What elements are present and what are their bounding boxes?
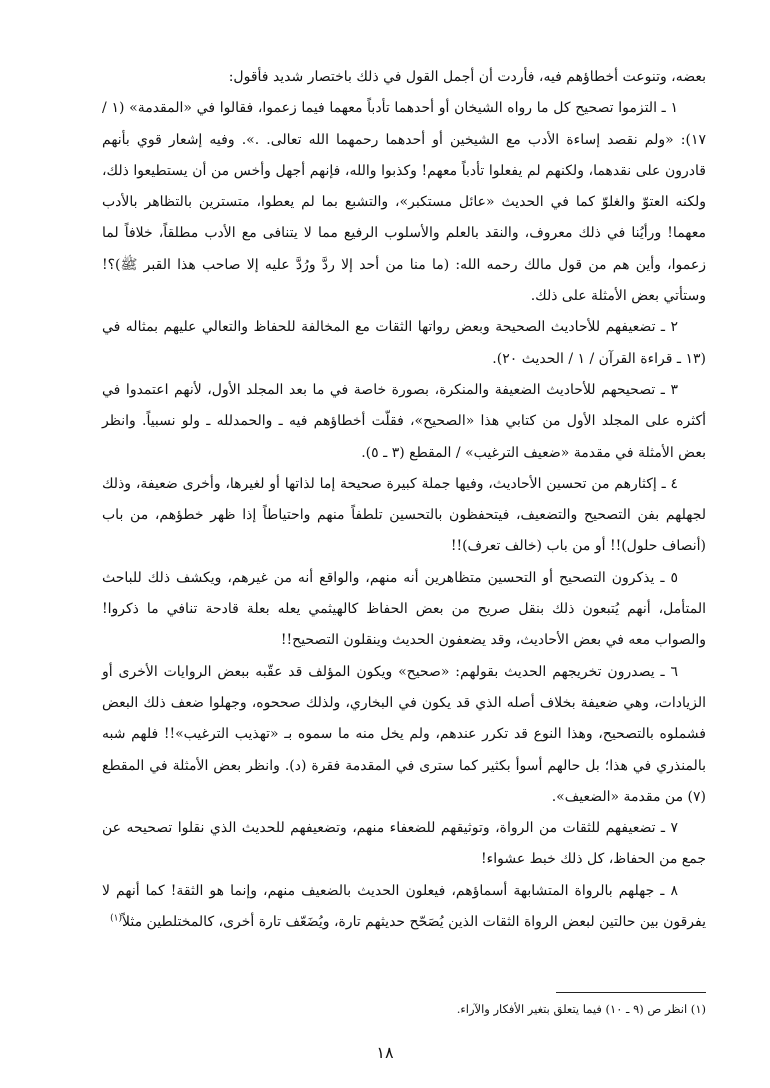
footnote: (١) انظر ص (٩ ـ ١٠) فيما يتعلق بتغير الأفكار والآراء. bbox=[456, 1002, 706, 1016]
point-4-paragraph: ٤ ـ إكثارهم من تحسين الأحاديث، وفيها جملة كبيرة صحيحة إما لذاتها أو لغيرها، وأخرى ضعيفة، وذلك لجهلهم بفن التصحيح والتضعيف، فيتحفظون بالتحسين تلطفاً منهم واحتياطاً إذا ظهر خطؤهم، من باب (أنصاف حلول)!! أو من باب (خالف تعرف)!! bbox=[102, 475, 706, 555]
point-1-paragraph: ١ ـ التزموا تصحيح كل ما رواه الشيخان أو أحدهما تأدباً معهما فيما زعموا، فقالوا في «المقدمة» (١ / ١٧): «ولم نقصد إساءة الأدب مع الشيخين أو أحدهما رحمهما الله تعالى. .». وفيه إشعار قوي بأنهم قادرون على نقدهما، ولكنهم لم يفعلوا تأدباً معهم! وكذبوا والله، فإنهم أجهل وأخس من أن يستطيعوا ذلك، ولكنه العتوّ والغلوّ كما في الحديث «عائل مستكبر»، والتشبع بما لم يعطوا، متسترين بالتظاهر بالأدب معهما! ورأيُنا في ذلك معروف، والنقد بالعلم والأسلوب الرفيع مما لا يتنافى مع الأدب مطلقاً، خلافاً لما زعموا، وأين هم من قول مالك رحمه الله: (ما منا من أحد إلا ردَّ ورُدَّ عليه إلا صاحب هذا القبر ﷺ)؟! وستأتي بعض الأمثلة على ذلك. bbox=[102, 100, 706, 305]
intro-paragraph: بعضه، وتنوعت أخطاؤهم فيه، فأردت أن أجمل القول في ذلك باختصار شديد فأقول: bbox=[228, 69, 706, 85]
point-8-paragraph bbox=[102, 876, 706, 939]
footnote-divider bbox=[556, 992, 706, 993]
point-6-paragraph: ٦ ـ يصدرون تخريجهم الحديث بقولهم: «صحيح» ويكون المؤلف قد عقّبه ببعض الروايات الأخرى أو الزيادات، وهي ضعيفة بخلاف أصله الذي قد يكون في البخاري، ولذلك صححوه، وجهلوا ضعف ذلك البعض فشملوه بالتصحيح، وهذا النوع قد تكرر عندهم، ولم يخل منه ما سموه بـ «تهذيب الترغيب»!! فلهم شبه بالمنذري في هذا؛ بل حالهم أسوأ بكثير كما سترى في المقدمة فقرة (د). وانظر بعض الأمثلة في المقطع (٧) من مقدمة «الضعيف». bbox=[102, 663, 706, 805]
body-text bbox=[102, 62, 706, 938]
footnote-reference[interactable]: (١) bbox=[110, 913, 123, 924]
point-3-paragraph: ٣ ـ تصحيحهم للأحاديث الضعيفة والمنكرة، بصورة خاصة في ما بعد المجلد الأول، لأنهم اعتمدوا في أكثره على المجلد الأول من كتابي هذا «الصحيح»، فقلّت أخطاؤهم فيه ـ والحمدلله ـ ولو نسبياً. وانظر بعض الأمثلة في مقدمة «ضعيف الترغيب» / المقطع (٣ ـ ٥). bbox=[102, 381, 706, 461]
point-7-paragraph: ٧ ـ تضعيفهم للثقات من الرواة، وتوثيقهم للضعفاء منهم، وتضعيفهم للحديث الذي نقلوا تصحيحه عن جمع من الحفاظ، كل ذلك خبط عشواء! bbox=[102, 820, 706, 868]
page-number: ١٨ bbox=[376, 1043, 394, 1062]
point-2-paragraph: ٢ ـ تضعيفهم للأحاديث الصحيحة وبعض رواتها الثقات مع المخالفة للحفاظ والتعالي عليهم بمثاله في (١٣ ـ قراءة القرآن / ١ / الحديث ٢٠). bbox=[102, 319, 706, 367]
point-8-text: ٨ ـ جهلهم بالرواة المتشابهة أسماؤهم، فيعلون الحديث بالضعيف منهم، وإنما هو الثقة! كما أنهم لا يفرقون بين حالتين لبعض الرواة الثقات الذين يُصَحّح حديثهم تارة، ويُضَعّف تارة أخرى، كالمختلطين مثلاً bbox=[102, 882, 706, 931]
point-5-paragraph: ٥ ـ يذكرون التصحيح أو التحسين متظاهرين أنه منهم، والواقع أنه من غيرهم، ويكشف ذلك للباحث المتأمل، أنهم يُتبعون ذلك بنقل صريح من بعض الحفاظ كالهيثمي يعله بعلة قادحة تنافي ما ذكروا! والصواب معه في بعض الأحاديث، وقد يضعفون الحديث وينقلون التصحيح!! bbox=[102, 569, 706, 649]
